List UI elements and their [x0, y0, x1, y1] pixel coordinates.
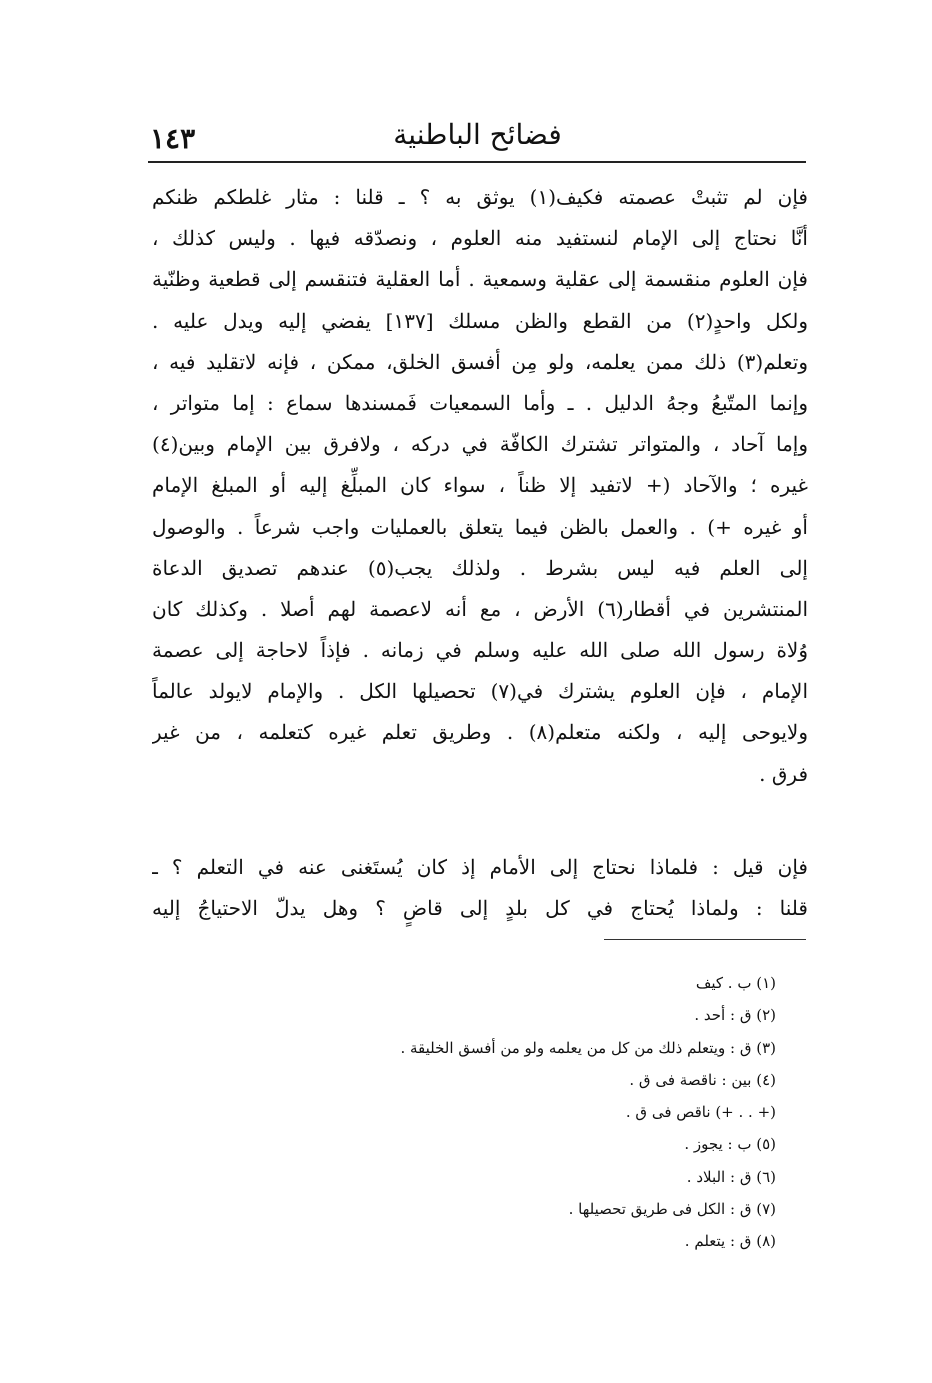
page-number: ١٤٣ [150, 122, 196, 155]
text-line: إلى العلم فيه ليس بشرط . ولذلك يجب(٥) عندهم تصديق الدعاة [152, 555, 808, 580]
text-line: ولايوحى إليه ، ولكنه متعلم(٨) . وطريق تعلم غيره كتعلمه ، من غير [152, 720, 808, 745]
footnote-divider [604, 939, 806, 940]
text-line: فإن قيل : فلماذا نحتاج إلى الأمام إذ كان يُستَغنى عنه في التعلم ؟ ـ [152, 855, 808, 879]
text-line: وإنما المتّبعُ وجهُ الدليل . ـ وأما السمعيات فَمسندها سماع : إما متواتر ، [152, 390, 808, 415]
text-line: وإما آحاد ، والمتواتر تشترك الكافّة في دركه ، ولافرق بين الإمام وبين(٤) [152, 432, 808, 457]
footnotes [296, 967, 776, 1258]
running-title: فضائح الباطنية [393, 118, 562, 151]
footnote: (٨) ق : يتعلم . [684, 1232, 776, 1251]
footnote: (٤) بين : ناقصة فى ق . [629, 1070, 776, 1089]
text-line: وُلاة رسول الله صلى الله عليه وسلم في زمانه . فإذاً لاحاجة إلى عصمة [152, 638, 808, 663]
header-divider [148, 161, 806, 163]
footnote: (٣) ق : ويتعلم ذلك من كل من يعلمه ولو من أفسق الخليقة . [400, 1038, 776, 1057]
footnote: (٥) ب : يجوز . [684, 1135, 776, 1154]
text-line: الإمام ، فإن العلوم يشترك في(٧) تحصيلها الكل . والإمام لايولد عالماً [152, 679, 808, 704]
page-header [150, 118, 805, 164]
footnote: (١) ب . كيف [695, 974, 776, 992]
footnote: (٢) ق : أحد . [694, 1006, 776, 1025]
main-paragraph [152, 177, 808, 795]
text-line: فإن لم تثبتْ عصمته فكيف(١) يوثق به ؟ ـ قلنا : مثار غلطكم ظنكم [152, 185, 808, 209]
footnote: (٧) ق : الكل فى طريق تحصيلها . [568, 1200, 776, 1219]
second-paragraph [152, 847, 808, 929]
text-line: فرق . [759, 761, 808, 786]
text-line: فإن العلوم منقسمة إلى عقلية وسمعية . أما العقلية فتنقسم إلى قطعية وظنّية [152, 267, 808, 292]
footnote: (٦) ق : البلاد . [686, 1167, 776, 1186]
text-line: ولكل واحدٍ(٢) من القطع والظن مسلك [١٣٧] يفضي إليه ويدل عليه . [152, 308, 808, 333]
footnote: (+ . . +) ناقص فى ق . [625, 1103, 776, 1122]
text-line: قلنا : ولماذا يُحتاج في كل بلدٍ إلى قاضٍ ؟ وهل يدلّ الاحتياجُ إليه [152, 896, 808, 921]
text-line: أنَّا نحتاج إلى الإمام لنستفيد منه العلوم ، ونصدّقه فيها . وليس كذلك ، [152, 226, 808, 251]
text-line: أو غيره +) . والعمل بالظن فيما يتعلق بالعمليات واجب شرعاً . والوصول [152, 514, 808, 539]
text-line: وتعلم(٣) ذلك ممن يعلمه، ولو مِن أفسق الخلق، ممكن ، فإنه لاتقليد فيه ، [152, 349, 808, 374]
text-line: المنتشرين في أقطار(٦) الأرض ، مع أنه لاعصمة لهم أصلا . وكذلك كان [152, 596, 808, 621]
text-line: غيره ؛ والآحاد (+ لاتفيد إلا ظناً ، سواء كان المبلِّغ إليه أو المبلغ الإمام [152, 473, 808, 498]
